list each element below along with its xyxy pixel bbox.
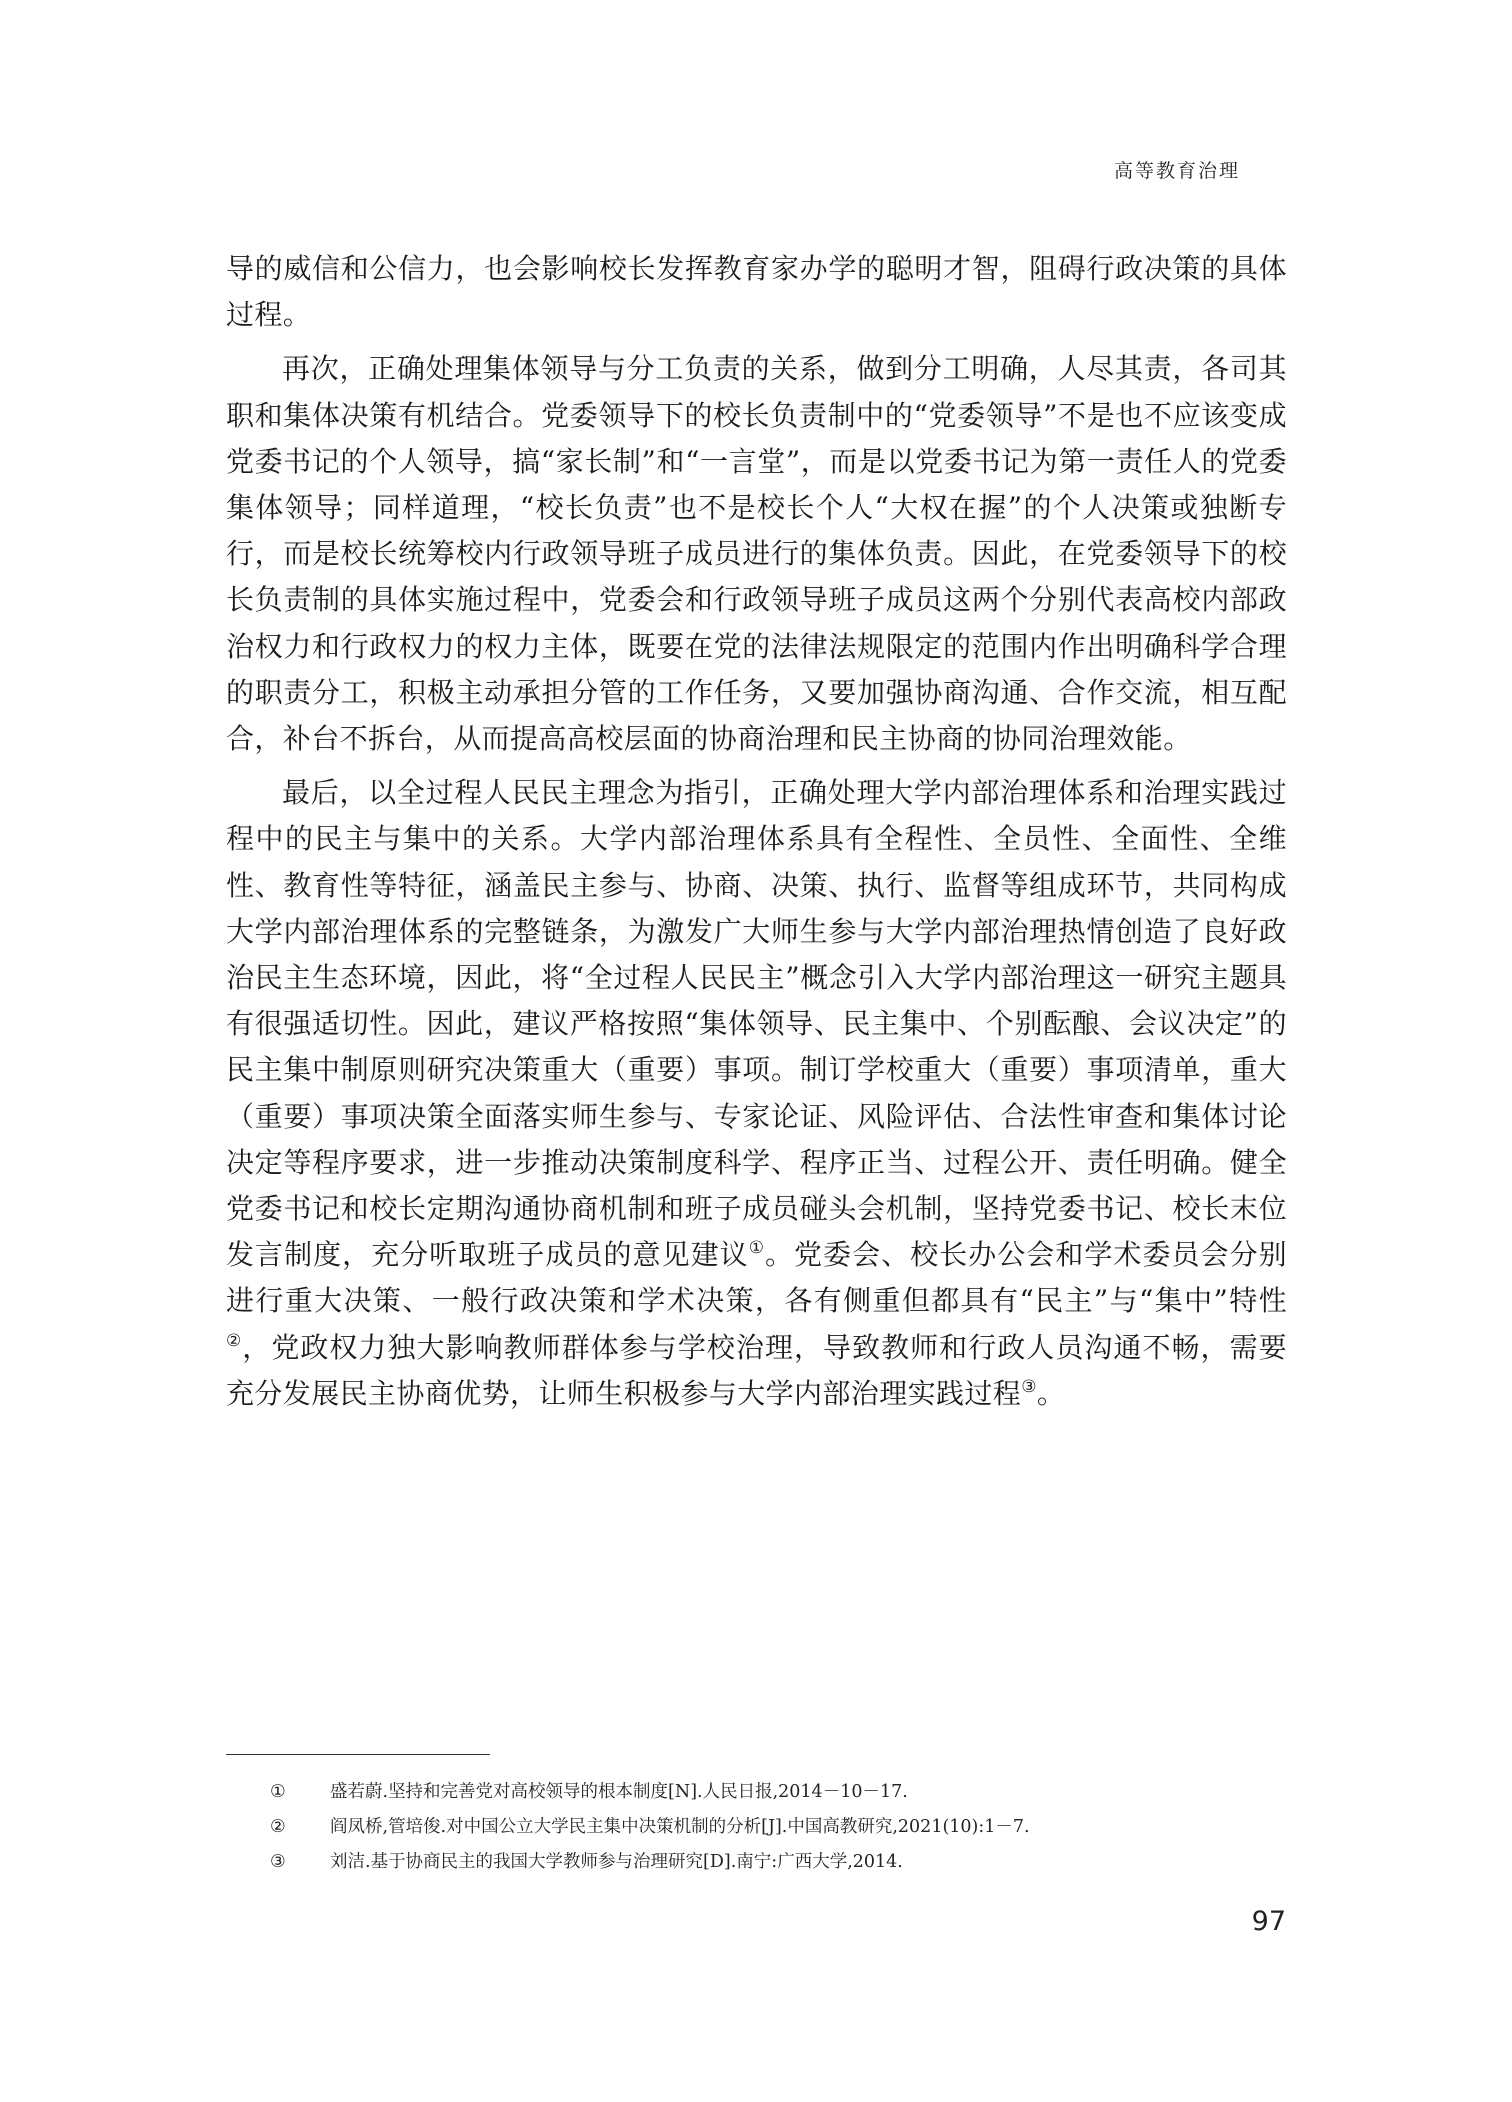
paragraph-last [226, 770, 1287, 1417]
footnote-item [226, 1775, 1287, 1810]
footnote-mark: ② [270, 1817, 286, 1837]
footnote-ref-3[interactable]: ③ [1021, 1376, 1037, 1397]
paragraph-second: 再次，正确处理集体领导与分工负责的关系，做到分工明确，人尽其责，各司其职和集体决策有机结合。党委领导下的校长负责制中的“党委领导”不是也不应该变成党委书记的个人领导，搞“家长制”和“一言堂”，而是以党委书记为第一责任人的党委集体领导；同样道理，“校长负责”也不是校长个人“大权在握”的个人决策或独断专行，而是校长统筹校内行政领导班子成员进行的集体负责。因此，在党委领导下的校长负责制的具体实施过程中，党委会和行政领导班子成员这两个分别代表高校内部政治权力和行政权力的权力主体，既要在党的法律法规限定的范围内作出明确科学合理的职责分工，积极主动承担分管的工作任务，又要加强协商沟通、合作交流，相互配合，补台不拆台，从而提高高校层面的协商治理和民主协商的协同治理效能。 [226, 352, 1287, 756]
footnote-text: 刘洁.基于协商民主的我国大学教师参与治理研究[D].南宁:广西大学,2014. [330, 1852, 903, 1872]
footnote-text: 阎凤桥,管培俊.对中国公立大学民主集中决策机制的分析[J].中国高教研究,2021(10):1－7. [330, 1817, 1030, 1837]
running-header: 高等教育治理 [1113, 160, 1240, 182]
paragraph-text: 最后，以全过程人民民主理念为指引，正确处理大学内部治理体系和治理实践过程中的民主与集中的关系。大学内部治理体系具有全程性、全员性、全面性、全维性、教育性等特征，涵盖民主参与、协商、决策、执行、监督等组成环节，共同构成大学内部治理体系的完整链条，为激发广大师生参与大学内部治理热情创造了良好政治民主生态环境，因此，将“全过程人民民主”概念引入大学内部治理这一研究主题具有很强适切性。因此，建议严格按照“集体领导、民主集中、个别酝酿、会议决定”的民主集中制原则研究决策重大（重要）事项。制订学校重大（重要）事项清单，重大（重要）事项决策全面落实师生参与、专家论证、风险评估、合法性审查和集体讨论决定等程序要求，进一步推动决策制度科学、程序正当、过程公开、责任明确。健全党委书记和校长定期沟通协商机制和班子成员碰头会机制，坚持党委书记、校长末位发言制度，充分听取班子成员的意见建议 [226, 776, 1287, 1272]
footnote-item [226, 1810, 1287, 1845]
footnotes [226, 1775, 1287, 1880]
footnote-mark: ③ [270, 1852, 286, 1872]
footnote-divider [226, 1754, 490, 1755]
paragraph-text: 。党委会、校长办公会和学术委员会分别进行重大决策、一般行政决策和学术决策，各有侧重但都具有“民主”与“集中”特性 [226, 1238, 1288, 1318]
paragraph-text: ，党政权力独大影响教师群体参与学校治理，导致教师和行政人员沟通不畅，需要充分发展民主协商优势，让师生积极参与大学内部治理实践过程 [226, 1330, 1288, 1410]
footnote-mark: ① [270, 1782, 286, 1802]
footnote-ref-1[interactable]: ① [748, 1238, 765, 1259]
footnote-ref-2[interactable]: ② [226, 1330, 243, 1351]
paragraph-text: 。 [1036, 1376, 1066, 1410]
paragraph-continued: 导的威信和公信力，也会影响校长发挥教育家办学的聪明才智，阻碍行政决策的具体过程。 [226, 252, 1287, 332]
page-number: 97 [1251, 1906, 1286, 1937]
footnote-item [226, 1845, 1287, 1880]
footnote-text: 盛若蔚.坚持和完善党对高校领导的根本制度[N].人民日报,2014－10－17. [330, 1782, 908, 1802]
body-text [226, 246, 1287, 1417]
